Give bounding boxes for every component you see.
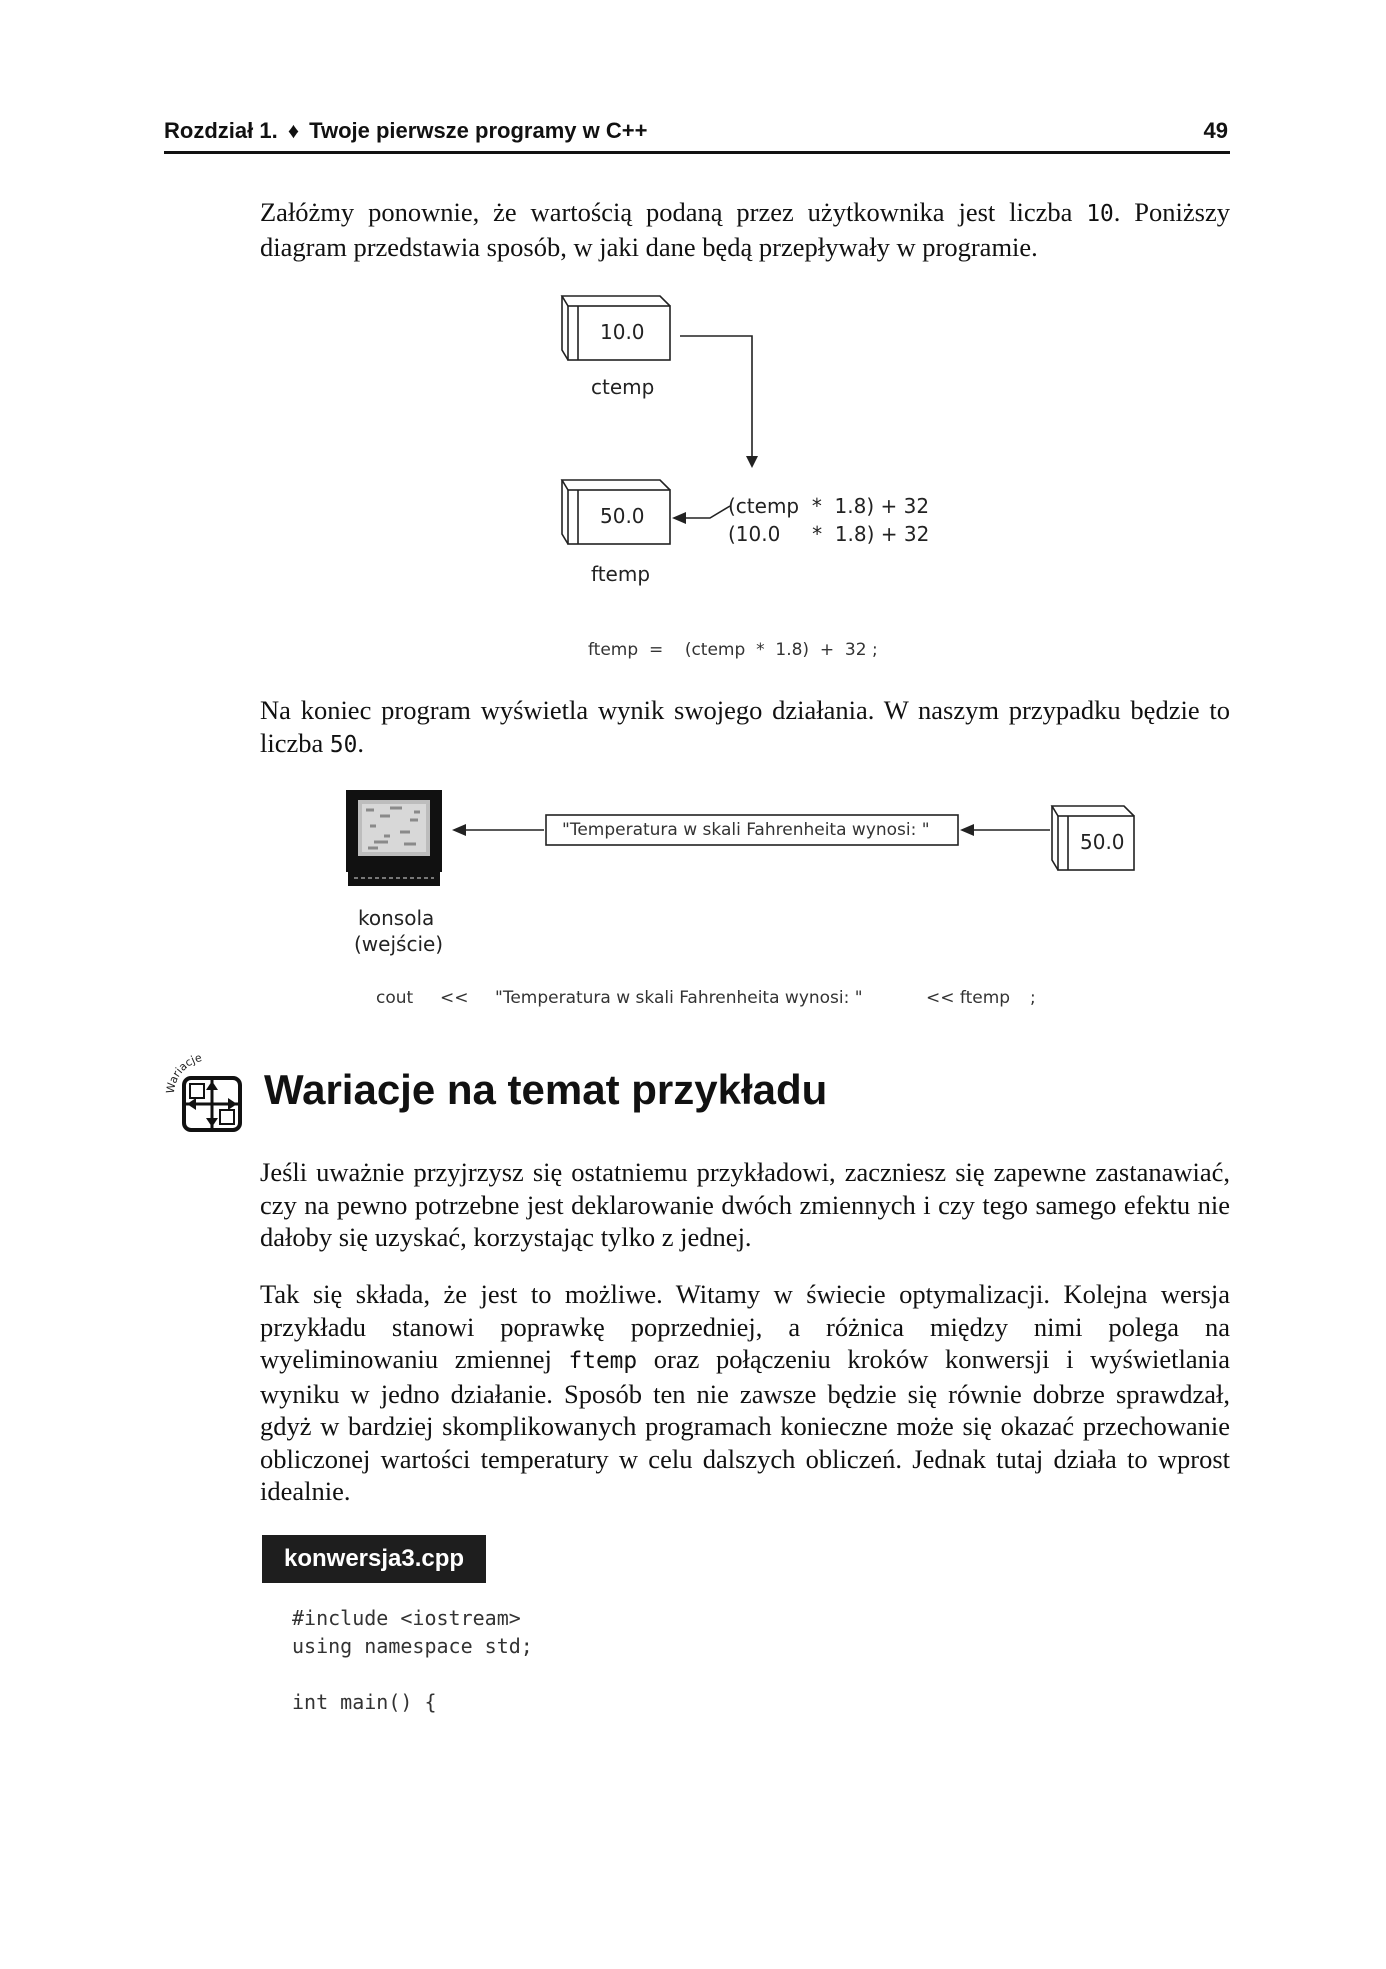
ftemp-value: 50.0 bbox=[600, 504, 645, 528]
insert-operator-1: << bbox=[440, 988, 469, 1008]
console-label: konsola bbox=[358, 906, 435, 930]
ftemp-label: ftemp bbox=[591, 562, 651, 586]
header-separator: ♦ bbox=[287, 118, 300, 143]
code-line bbox=[292, 1662, 533, 1690]
intro-text-1: Załóżmy ponownie, że wartością podaną przez użytkownika jest liczba bbox=[260, 197, 1087, 227]
listing-filename: konwersja3.cpp bbox=[262, 1535, 486, 1583]
intro-code: 10 bbox=[1086, 201, 1114, 227]
icon-caption: Wariacje bbox=[163, 1051, 204, 1095]
result-paragraph bbox=[260, 694, 1230, 761]
ctemp-value: 10.0 bbox=[600, 320, 645, 344]
output-diagram-lines bbox=[340, 786, 1140, 906]
output-value: 50.0 bbox=[1080, 830, 1125, 854]
flow-arrow-left bbox=[672, 506, 730, 524]
flow-arrow-down bbox=[680, 336, 758, 468]
intro-paragraph bbox=[260, 196, 1230, 263]
ctemp-label: ctemp bbox=[591, 375, 655, 399]
variations-icon bbox=[160, 1050, 252, 1142]
code-listing bbox=[292, 1606, 533, 1718]
arrow-to-console bbox=[452, 824, 544, 836]
page-number: 49 bbox=[1203, 118, 1228, 143]
variation-paragraph: Jeśli uważnie przyjrzysz się ostatniemu przykładowi, zaczniesz się zapewne zastanawiać, czy na pewno potrzebne jest deklarowanie dwóch zmiennych i czy tego samego efektu nie dałoby się uzyskać, korzystając tylko z jednej. bbox=[260, 1157, 1230, 1252]
chapter-title: Twoje pierwsze programy w C++ bbox=[309, 118, 648, 143]
running-header bbox=[164, 118, 647, 144]
arrows-grid-icon bbox=[160, 1050, 252, 1142]
code-line: int main() { bbox=[292, 1690, 437, 1714]
assignment-statement: ftemp = (ctemp * 1.8) + 32 ; bbox=[588, 640, 878, 660]
cout-keyword: cout bbox=[376, 988, 414, 1008]
string-literal-text: "Temperatura w skali Fahrenheita wynosi: " bbox=[562, 820, 930, 840]
header-rule bbox=[164, 151, 1230, 154]
expression-line-2: (10.0 * 1.8) + 32 bbox=[728, 522, 930, 546]
intro-text-2: . Poniższy diagram przedstawia sposób, w jaki dane będą przepływały w programie. bbox=[260, 197, 1230, 262]
section-title: Wariacje na temat przykładu bbox=[264, 1066, 828, 1113]
optimization-paragraph bbox=[260, 1278, 1230, 1508]
code-line: using namespace std; bbox=[292, 1634, 533, 1658]
arrow-value-to-string bbox=[960, 824, 1050, 836]
cout-string: "Temperatura w skali Fahrenheita wynosi: " bbox=[495, 988, 863, 1008]
result-code: 50 bbox=[329, 731, 358, 758]
expression-line-1: (ctemp * 1.8) + 32 bbox=[728, 494, 930, 518]
console-sublabel: (wejście) bbox=[354, 932, 444, 956]
result-text-1: Na koniec program wyświetla wynik swojego działania. W naszym przypadku będzie to liczba bbox=[260, 695, 1230, 758]
monitor-icon bbox=[346, 790, 442, 886]
optim-code: ftemp bbox=[568, 1348, 638, 1374]
result-text-2: . bbox=[357, 727, 364, 758]
optim-text-2: oraz połączeniu kroków konwersji i wyświetlania wyniku w jedno działanie. Sposób ten nie zawsze będzie się równie dobrze sprawdzał, gdyż w bardziej skomplikowanych programach konieczne może się okazać przechowanie obliczonej wartości temperatury w celu dalszych obliczeń. Jednak tutaj działa to wprost idealnie. bbox=[260, 1344, 1230, 1506]
insert-operator-2: << ftemp bbox=[926, 988, 1011, 1008]
optim-text-1: Tak się składa, że jest to możliwe. Witamy w świecie optymalizacji. Kolejna wersja przykładu stanowi poprawkę poprzedniej, a różnica między nimi polega na wyeliminowaniu zmiennej bbox=[260, 1279, 1230, 1374]
chapter-number: Rozdział 1. bbox=[164, 118, 278, 143]
code-line: #include <iostream> bbox=[292, 1606, 521, 1630]
statement-end: ; bbox=[1030, 988, 1036, 1008]
